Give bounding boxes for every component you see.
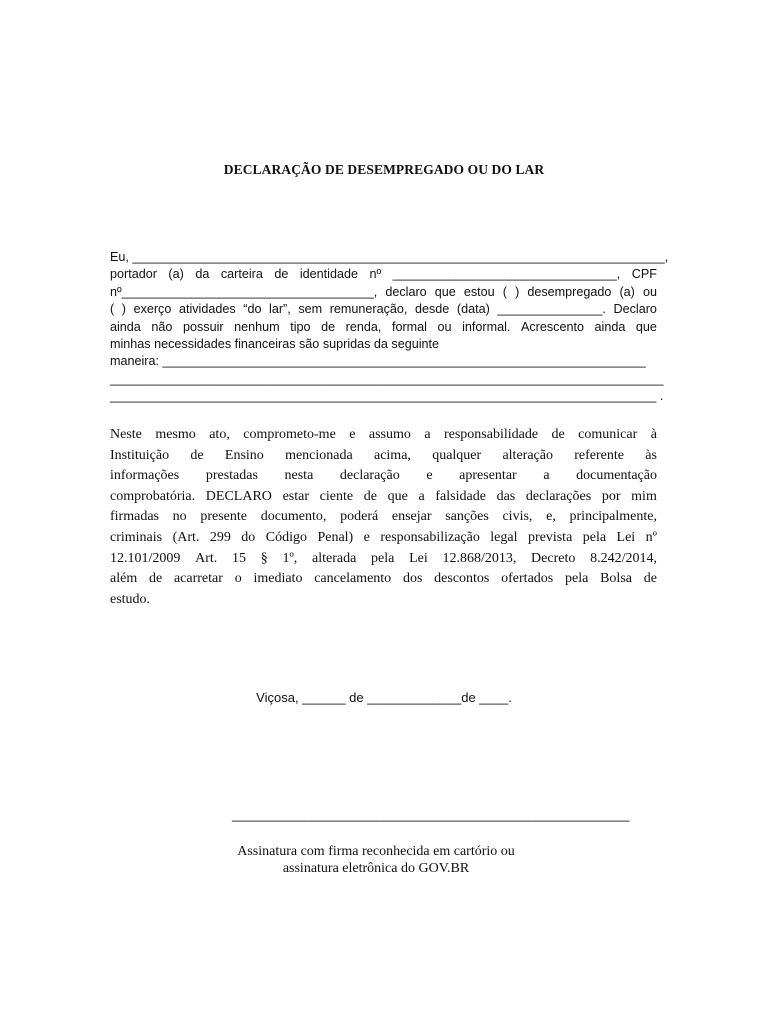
word: dos — [402, 571, 423, 587]
word: “do — [243, 302, 262, 317]
word: prevista — [527, 529, 573, 545]
word: de — [551, 427, 565, 442]
word: do — [241, 529, 256, 545]
word: falsidade — [435, 488, 486, 504]
word: Ensino — [224, 447, 264, 463]
word: responsabilização — [380, 529, 480, 545]
word: Penal) — [317, 529, 354, 545]
word: comunicar — [578, 427, 638, 442]
word: pela — [582, 529, 607, 545]
word: ) — [515, 284, 520, 299]
word: mesmo — [155, 427, 196, 442]
signature-line: _______________________________________________________ — [232, 807, 630, 822]
word: declarações — [525, 488, 592, 504]
word: lar”, — [269, 302, 291, 317]
word: por — [601, 488, 621, 504]
word: declaro — [385, 284, 427, 299]
word: ) — [121, 302, 126, 317]
word: informações — [110, 468, 180, 484]
word: 12.101/2009 — [110, 550, 181, 566]
word: descontos — [434, 571, 490, 587]
word: que — [635, 319, 657, 334]
word: ciente — [319, 488, 354, 504]
word: possuir — [182, 319, 224, 334]
word: nesta — [284, 468, 314, 484]
word: de — [274, 267, 289, 282]
word: pela — [565, 571, 589, 587]
word: DECLARO — [205, 488, 272, 504]
word: Acrescento — [520, 319, 584, 334]
word: ainda — [594, 319, 626, 334]
word: remuneração, — [329, 302, 408, 317]
place-date-line: Viçosa, ______ de _____________de ____. — [256, 690, 512, 705]
word: atividades — [178, 302, 236, 317]
declaration-line — [110, 319, 657, 336]
word: 15 — [232, 550, 246, 566]
word: imediato — [253, 571, 303, 587]
commitment-line — [110, 425, 657, 446]
word: no — [172, 509, 187, 525]
word: à — [650, 427, 657, 442]
commitment-line: estudo. — [110, 591, 151, 607]
word: cancelamento — [314, 571, 392, 587]
word: Lei — [616, 529, 636, 545]
word: de — [321, 319, 336, 334]
word: portador — [110, 267, 157, 282]
word: desde — [414, 302, 450, 317]
declaration-line — [110, 301, 657, 318]
word: carteira — [220, 267, 263, 282]
word: qualquer — [432, 447, 482, 463]
word: ensejar — [391, 509, 432, 525]
word: e, — [546, 509, 556, 525]
word: da — [195, 267, 210, 282]
signature-caption-line-1: Assinatura com firma reconhecida em cartório ou — [237, 844, 515, 859]
word: que — [387, 488, 408, 504]
word: acima, — [373, 447, 411, 463]
word: de — [363, 488, 377, 504]
declaration-line: Eu, ____________________________________________________________________________, — [110, 250, 669, 264]
word: ou — [642, 284, 657, 299]
declaration-line: maneira: _____________________________________________________________________ — [110, 354, 646, 369]
word: não — [151, 319, 173, 334]
word: Instituição — [110, 447, 170, 463]
word: (a) — [168, 267, 184, 282]
word: o — [234, 571, 242, 587]
word: formal — [391, 319, 427, 334]
word: das — [496, 488, 516, 504]
word: pela — [371, 550, 395, 566]
word: renda, — [345, 319, 382, 334]
word: informal. — [462, 319, 511, 334]
word: a — [418, 488, 425, 504]
word: mencionada — [285, 447, 353, 463]
word: exerço — [133, 302, 172, 317]
word: e — [349, 427, 356, 442]
word: ou — [437, 319, 452, 334]
word: presente — [200, 509, 248, 525]
word: 8.242/2014, — [590, 550, 657, 566]
document-title: DECLARAÇÃO DE DESEMPREGADO OU DO LAR — [223, 162, 545, 177]
word: comprobatória. — [110, 488, 196, 504]
word: § — [260, 550, 268, 566]
word: 1º, — [282, 550, 298, 566]
word: a — [543, 468, 550, 484]
word: de — [190, 447, 204, 463]
word: de — [643, 571, 657, 587]
word: nº — [645, 529, 657, 545]
commitment-line — [110, 446, 657, 467]
word: ( — [502, 284, 507, 299]
word: responsabilidade — [443, 427, 539, 442]
word: referente — [574, 447, 624, 463]
word: Código — [265, 529, 307, 545]
word: de — [148, 571, 163, 587]
word: documentação — [576, 468, 657, 484]
word: CPF — [631, 267, 657, 282]
word: desempregado — [527, 284, 612, 299]
word: ainda — [110, 319, 141, 334]
word: nº____________________________________, — [110, 284, 378, 299]
declaration-line: _______________________________________________________________________________ — [110, 371, 664, 386]
word: declaração — [339, 468, 400, 484]
word: assumo — [368, 427, 411, 442]
declaration-line: minhas necessidades financeiras são supridas da seguinte — [110, 337, 440, 352]
word: a — [424, 427, 431, 442]
word: apresentar — [459, 468, 517, 484]
word: comprometo-me — [243, 427, 336, 442]
word: estar — [282, 488, 310, 504]
word: além — [110, 571, 138, 587]
word: firmadas — [110, 509, 159, 525]
word: poderá — [340, 509, 379, 525]
word: documento, — [260, 509, 327, 525]
word: Art. — [195, 550, 218, 566]
signature-caption — [0, 843, 752, 877]
word: alterada — [312, 550, 357, 566]
word: _______________. — [497, 302, 606, 317]
word: ato, — [209, 427, 230, 442]
word: alteração — [502, 447, 553, 463]
word: e — [426, 468, 433, 484]
commitment-line — [110, 466, 657, 487]
word: legal — [490, 529, 518, 545]
commitment-line — [110, 528, 657, 549]
word: (data) — [456, 302, 490, 317]
commitment-paragraph — [110, 425, 657, 610]
word: (Art. — [172, 529, 200, 545]
word: (a) — [619, 284, 635, 299]
word: sem — [298, 302, 323, 317]
commitment-line — [110, 507, 657, 528]
word: Lei — [409, 550, 428, 566]
word: criminais — [110, 529, 163, 545]
word: tipo — [290, 319, 311, 334]
declaration-paragraph — [110, 249, 669, 406]
commitment-line — [110, 549, 657, 570]
word: civis, — [502, 509, 533, 525]
word: Bolsa — [600, 571, 632, 587]
word: estou — [463, 284, 495, 299]
word: ( — [110, 302, 115, 317]
word: nenhum — [234, 319, 280, 334]
word: às — [645, 447, 657, 463]
word: ________________________________, — [392, 267, 621, 282]
declaration-line — [110, 266, 657, 283]
word: sanções — [445, 509, 489, 525]
word: Neste — [110, 427, 142, 442]
word: nº — [369, 267, 382, 282]
commitment-line — [110, 569, 657, 590]
word: que — [434, 284, 456, 299]
word: 12.868/2013, — [442, 550, 517, 566]
word: e — [363, 529, 370, 545]
word: Declaro — [613, 302, 657, 317]
commitment-line — [110, 487, 657, 508]
word: acarretar — [173, 571, 223, 587]
word: identidade — [299, 267, 358, 282]
word: ofertados — [501, 571, 554, 587]
declaration-line: ______________________________________________________________________________ . — [110, 389, 664, 404]
word: 299 — [209, 529, 231, 545]
word: prestadas — [205, 468, 258, 484]
declaration-line — [110, 284, 657, 301]
word: Decreto — [531, 550, 576, 566]
word: principalmente, — [569, 509, 657, 525]
word: mim — [631, 488, 657, 504]
signature-caption-line-2: assinatura eletrônica do GOV.BR — [282, 861, 470, 876]
